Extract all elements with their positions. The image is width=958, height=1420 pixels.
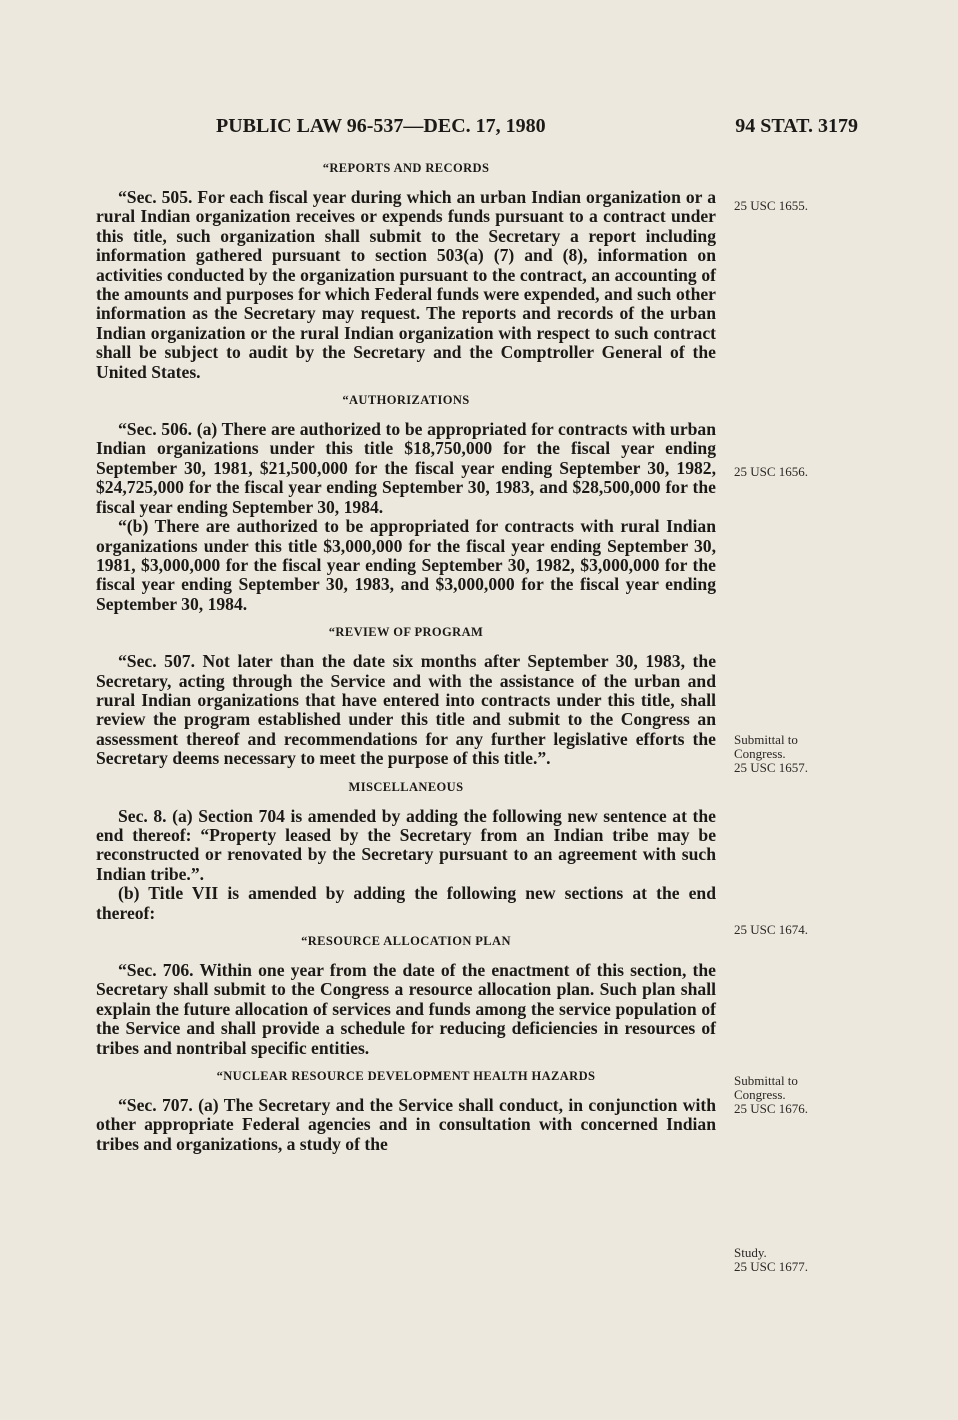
heading-nuclear-resource-health-hazards: “NUCLEAR RESOURCE DEVELOPMENT HEALTH HAZARDS [216, 1069, 596, 1084]
paragraph-sec-8-b: (b) Title VII is amended by adding the following new sections at the end thereof: [96, 883, 716, 923]
paragraph-sec-8-a: Sec. 8. (a) Section 704 is amended by adding the following new sentence at the end thereof: “Property leased by the Secretary from an Indian tribe may be reconstructed or renovated by the Secretary pursuant to an agreement with such Indian tribe.”. [96, 805, 716, 884]
paragraph-sec-507: “Sec. 507. Not later than the date six months after September 30, 1983, the Secretary, acting through the Service and with the assistance of the urban and rural Indian organizations that have entered into contracts under this title, shall review the program established under this title and submit to the Congress an assessment thereof and recommendations for any further legislative efforts the Secretary deems necessary to meet the purpose of this title.”. [96, 651, 716, 769]
margin-note-25-usc-1674: 25 USC 1674. [734, 922, 809, 937]
heading-authorizations: “AUTHORIZATIONS [342, 393, 470, 408]
paragraph-sec-707-a: “Sec. 707. (a) The Secretary and the Service shall conduct, in conjunction with other appropriate Federal agencies and in consultation with concerned Indian tribes and organizations, a study of the [96, 1095, 716, 1154]
margin-note-25-usc-1677: Study. 25 USC 1677. [734, 1245, 809, 1274]
heading-review-of-program: “REVIEW OF PROGRAM [328, 625, 484, 640]
margin-note-25-usc-1655: 25 USC 1655. [734, 198, 809, 213]
paragraph-sec-505: “Sec. 505. For each fiscal year during which an urban Indian organization or a rural Indian organization receives or expends funds pursuant to a contract under this title, such organization shall submit to the Secretary a report including information gathered pursuant to section 503(a) (7) and (8), information on activities conducted by the organization pursuant to the contract, an accounting of the amounts and purposes for which Federal funds were expended, and such other information as the Secretary may request. The reports and records of the urban Indian organization or the rural Indian organization with respect to such contract shall be subject to audit by the Secretary and the Comptroller General of the United States. [96, 187, 716, 382]
header-law-citation: PUBLIC LAW 96-537—DEC. 17, 1980 [216, 115, 546, 137]
margin-note-25-usc-1657: Submittal to Congress. 25 USC 1657. [734, 732, 809, 775]
heading-resource-allocation-plan: “RESOURCE ALLOCATION PLAN [301, 934, 511, 948]
margin-note-25-usc-1656: 25 USC 1656. [734, 464, 809, 479]
margin-note-25-usc-1676: Submittal to Congress. 25 USC 1676. [734, 1073, 809, 1116]
heading-reports-and-records: “REPORTS AND RECORDS [322, 161, 490, 175]
document-body [96, 160, 716, 1154]
paragraph-sec-506-b: “(b) There are authorized to be appropriated for contracts with rural Indian organizations under this title $3,000,000 for the fiscal year ending September 30, 1981, $3,000,000 for the fiscal year ending September 30, 1982, $3,000,000 for the fiscal year ending September 30, 1983, and $3,000,000 for the fiscal year ending September 30, 1984. [96, 516, 716, 614]
paragraph-sec-506-a: “Sec. 506. (a) There are authorized to be appropriated for contracts with urban Indian organizations under this title $18,750,000 for the fiscal year ending September 30, 1981, $21,500,000 for the fiscal year ending September 30, 1982, $24,725,000 for the fiscal year ending September 30, 1983, and $28,500,000 for the fiscal year ending September 30, 1984. [96, 419, 716, 517]
paragraph-sec-706: “Sec. 706. Within one year from the date of the enactment of this section, the Secretary shall submit to the Congress a resource allocation plan. Such plan shall explain the future allocation of services and funds among the service population of the Service and shall provide a schedule for reducing deficiencies in resources of tribes and nontribal specific entities. [96, 960, 716, 1058]
header-stat-citation: 94 STAT. 3179 [735, 115, 858, 137]
heading-miscellaneous: MISCELLANEOUS [348, 779, 464, 794]
